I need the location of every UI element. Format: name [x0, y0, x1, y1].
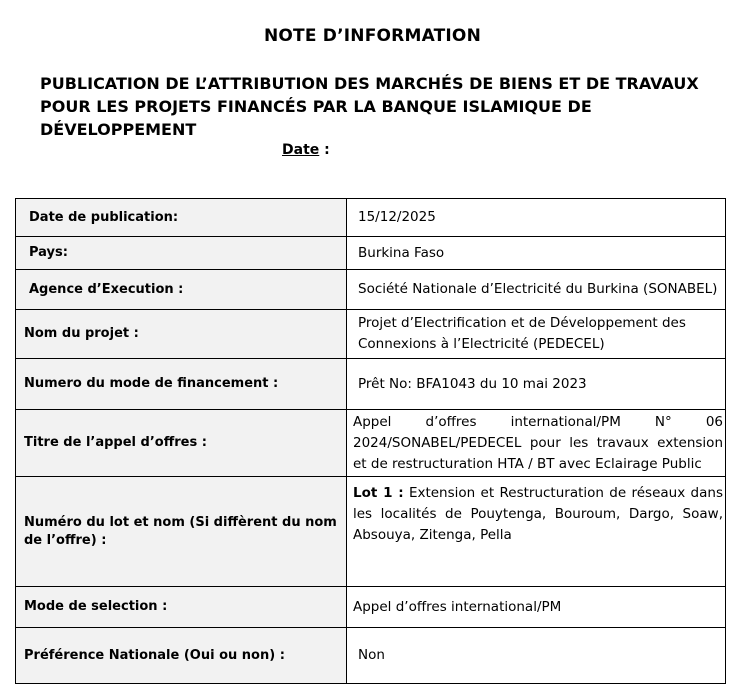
country-value: Burkina Faso: [347, 237, 726, 270]
publication-date-label: Date de publication:: [16, 199, 347, 237]
tender-title-label: Titre de l’appel d’offres :: [16, 410, 347, 477]
table-row: [16, 477, 726, 587]
date-colon: :: [319, 142, 330, 158]
national-preference-label: Préférence Nationale (Oui ou non) :: [16, 628, 347, 684]
table-row: [16, 270, 726, 310]
table-row: [16, 237, 726, 270]
project-label: Nom du projet :: [16, 310, 347, 359]
document-title: NOTE D’INFORMATION: [263, 26, 482, 46]
table-row: [16, 587, 726, 628]
tender-title-value: Appel d’offres international/PM N° 06 2024/SONABEL/PEDECEL pour les travaux extension et de restructuration HTA / BT avec Eclairage Public: [347, 410, 726, 477]
information-table: [15, 198, 726, 684]
lot-value-cell: [347, 477, 726, 587]
table-row: [16, 310, 726, 359]
selection-mode-value: Appel d’offres international/PM: [347, 587, 726, 628]
lot-number: Lot 1 :: [353, 485, 404, 501]
table-row: [16, 359, 726, 410]
date-label: Date: [282, 142, 320, 158]
country-label: Pays:: [16, 237, 347, 270]
publication-date-value: 15/12/2025: [347, 199, 726, 237]
financing-label: Numero du mode de financement :: [16, 359, 347, 410]
agency-value: Société Nationale d’Electricité du Burkina (SONABEL): [347, 270, 726, 310]
agency-label: Agence d’Execution :: [16, 270, 347, 310]
project-value: Projet d’Electrification et de Développement des Connexions à l’Electricité (PEDECEL): [347, 310, 726, 359]
table-row: [16, 410, 726, 477]
selection-mode-label: Mode de selection :: [16, 587, 347, 628]
financing-value: Prêt No: BFA1043 du 10 mai 2023: [347, 359, 726, 410]
lot-description: Extension et Restructuration de réseaux dans les localités de Pouytenga, Bouroum, Dargo, Soaw, Absouya, Zitenga, Pella: [353, 485, 723, 543]
national-preference-value: Non: [347, 628, 726, 684]
table-row: [16, 199, 726, 237]
document-subtitle: PUBLICATION DE L’ATTRIBUTION DES MARCHÉS DE BIENS ET DE TRAVAUX POUR LES PROJETS FINANCÉS PAR LA BANQUE ISLAMIQUE DE DÉVELOPPEMENT: [40, 74, 699, 139]
table-row: [16, 628, 726, 684]
date-line: [282, 142, 330, 158]
lot-label: Numéro du lot et nom (Si diffèrent du nom de l’offre) :: [16, 477, 347, 587]
